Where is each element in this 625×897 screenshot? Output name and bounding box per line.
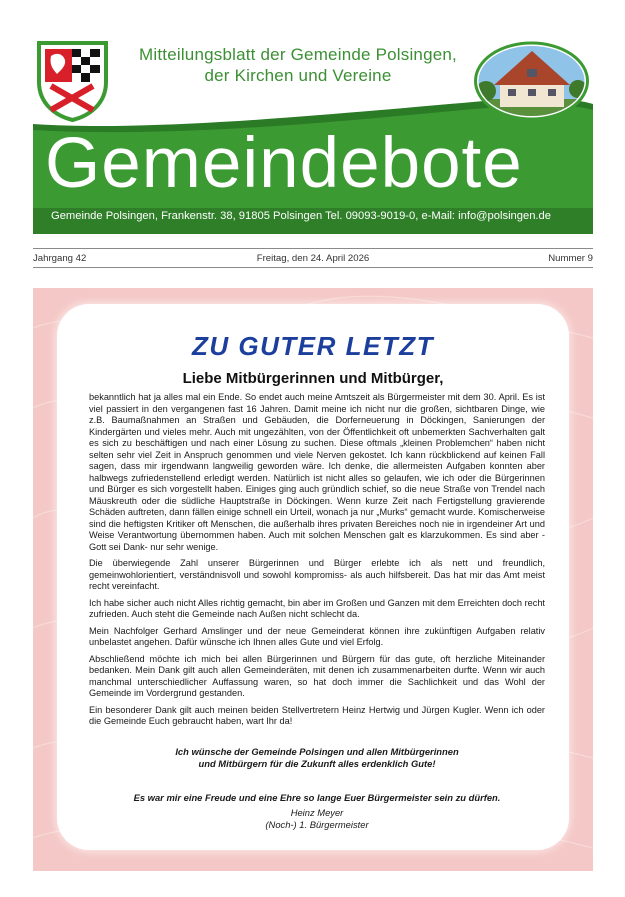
signature-block <box>89 807 545 830</box>
article-paragraph: Abschließend möchte ich mich bei allen Bürgerinnen und Bürgern für das gute, oft herzliche Miteinander bedanken. Mein Dank gilt auch allen Gemeinderäten, mit denen ich zusammenarbeiten durfte. Wenn wir auch manchmal unterschiedlicher Auffassung waren, so hat doch immer die Sachlichkeit und das Wohl der Gemeinde im Vordergrund gestanden. <box>89 653 545 698</box>
article-paragraph: bekanntlich hat ja alles mal ein Ende. So endet auch meine Amtszeit als Bürgermeister mit dem 30. April. Es ist viel passiert in den vergangenen fast 16 Jahren. Damit meine ich nicht nur die großen, sichtbaren Dinge, wie z.B. Baumaßnahmen an Straßen und Gebäuden, die Dorferneuerung in Döckingen, Sanierungen der Kindergärten und vieles mehr. Auch mit ungezählten, von der Öffentlichkeit oft unbemerkten Sachverhalten galt es sich zu beschäftigen und nach einer Lösung zu suchen. Diese oftmals „kleinen Problemchen“ haben nicht selten sehr viel Zeit in Anspruch genommen und viele Nerven gekostet. Ich kann rückblickend auf keinen Fall sagen, dass mir irgendwann langweilig geworden wäre. Ich denke, die allermeisten Aufgaben konnten aber halbwegs zufriedenstellend erledigt werden. Natürlich ist nicht alles so gelaufen, wie ich oder die Bürgerinnen und Bürger es sich vorgestellt haben. Einiges ging auch gründlich schief, so die neue Straße von Trendel nach Mäuskreuth oder die südliche Hauptstraße in Döckingen. Wenn kurze Zeit nach Fertigstellung gravierende Schäden auftreten, dann fällen einige schnell ein Urteil, wonach ja nur „Murks“ gemacht wurde. Komischerweise sind die heftigsten Kritiker oft Menschen, die außerhalb ihres privaten Bereiches noch nie in irgendeiner Art und Weise Verantwortung übernommen haben. Auch mit solchen Menschen galt es klarzukommen. Es sind aber - Gott sei Dank- nur sehr wenige. <box>89 392 545 552</box>
article-salutation: Liebe Mitbürgerinnen und Mitbürger, <box>182 370 444 387</box>
coat-of-arms-icon <box>35 40 110 122</box>
signature-title: (Noch-) 1. Bürgermeister <box>265 818 369 830</box>
issue-date: Freitag, den 24. April 2026 <box>256 253 370 264</box>
town-hall-photo <box>474 41 589 121</box>
newsletter-header <box>33 38 593 234</box>
contact-address: Gemeinde Polsingen, Frankenstr. 38, 91805 Polsingen Tel. 09093-9019-0, e-Mail: info@polsingen.de <box>51 210 551 222</box>
article-paragraph: Ein besonderer Dank gilt auch meinen beiden Stellvertretern Heinz Hertwig und Jürgen Kugler. Wenn ich oder die Gemeinde Euch gebraucht haben, wart Ihr da! <box>89 704 545 726</box>
article-headline: ZU GUTER LETZT <box>192 331 434 361</box>
article-paragraph: Ich habe sicher auch nicht Alles richtig gemacht, bin aber im Großen und Ganzen mit dem Erreichten doch recht zufrieden. Auch steht die Gemeinde nach Außen nicht schlecht da. <box>89 597 545 619</box>
issue-info-bar <box>33 248 593 268</box>
article-body <box>89 392 545 733</box>
subtitle-line-2: der Kirchen und Vereine <box>204 66 392 85</box>
subtitle-line-1: Mitteilungsblatt der Gemeinde Polsingen, <box>139 45 457 64</box>
closing-line-2: und Mitbürgern für die Zukunft alles erdenklich Gute! <box>198 757 436 769</box>
issue-number: Nummer 9 <box>548 253 593 264</box>
masthead-title: Gemeindebote <box>45 124 523 203</box>
farewell-statement: Es war mir eine Freude und eine Ehre so lange Euer Bürgermeister sein zu dürfen. <box>133 792 501 803</box>
article-paragraph: Mein Nachfolger Gerhard Amslinger und der neue Gemeinderat können ihre zukünftigen Aufgaben relativ unbelastet angehen. Dafür wünsche ich Ihnen alles Gute und viel Erfolg. <box>89 625 545 647</box>
signature-name: Heinz Meyer <box>290 807 344 818</box>
newsletter-subtitle <box>123 44 473 86</box>
article-paragraph: Die überwiegende Zahl unserer Bürgerinnen und Bürger erlebte ich als nett und freundlich, gemeinwohlorientiert, verständnisvoll und sowohl kompromiss- als auch hilfsbereit. Das hat mir das Amt meist recht vereinfacht. <box>89 558 545 591</box>
closing-wishes <box>89 746 545 769</box>
issue-volume: Jahrgang 42 <box>33 253 87 264</box>
closing-line-1: Ich wünsche der Gemeinde Polsingen und allen Mitbürgerinnen <box>175 746 459 757</box>
